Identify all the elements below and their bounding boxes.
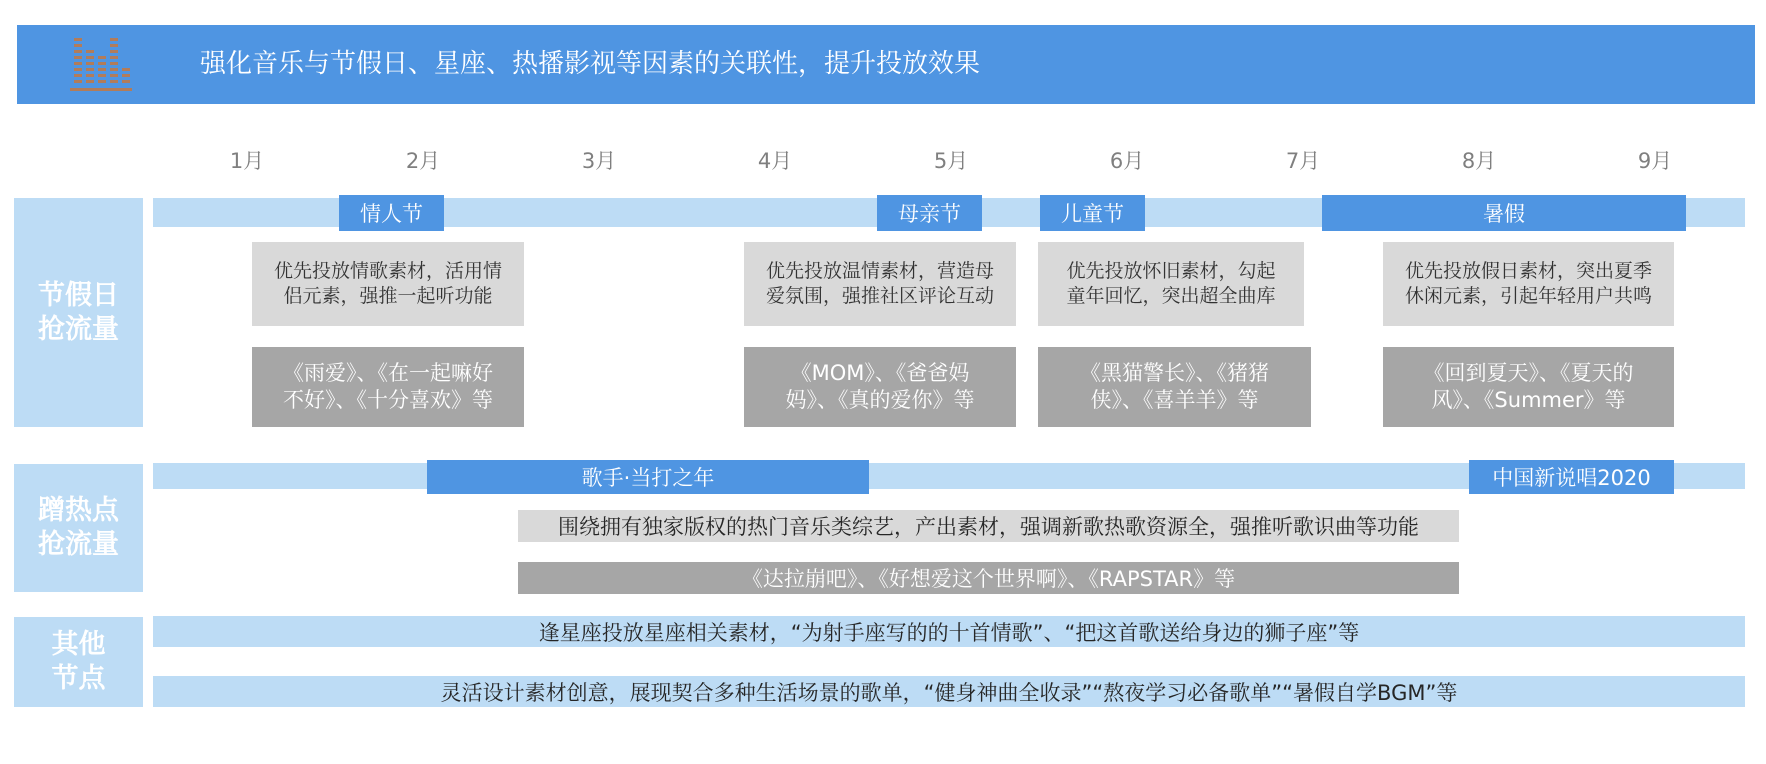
hotspot-note: 围绕拥有独家版权的热门音乐类综艺，产出素材，强调新歌热歌资源全，强推听歌识曲等功能	[518, 510, 1459, 542]
songs-line: 不好》、《十分喜欢》等	[283, 388, 493, 412]
holiday-tag-childrens-day: 儿童节	[1040, 195, 1145, 231]
section-label-line: 其他	[51, 629, 106, 660]
note-line: 优先投放假日素材，突出夏季	[1404, 260, 1652, 282]
note-line: 优先投放温情素材，营造母	[765, 260, 994, 282]
hotspot-tag-singer-show: 歌手·当打之年	[427, 460, 869, 494]
songs-line: 侠》、《喜羊羊》等	[1090, 388, 1259, 412]
note-line: 优先投放情歌素材，活用情	[273, 260, 502, 282]
holiday-tag-summer-vacation: 暑假	[1322, 195, 1686, 231]
holiday-tag-valentines: 情人节	[339, 195, 444, 231]
note-line: 童年回忆，突出超全曲库	[1066, 285, 1276, 307]
hotspot-tag-rap-show: 中国新说唱2020	[1469, 460, 1674, 494]
section-label-line: 节点	[51, 663, 106, 694]
section-label-other	[14, 617, 143, 707]
section-label-hotspot	[14, 464, 143, 592]
holiday-tag-mothers-day: 母亲节	[877, 195, 982, 231]
holiday-songs-mothers-day	[744, 347, 1016, 427]
holiday-note-childrens-day	[1038, 242, 1304, 326]
note-line: 爱氛围，强推社区评论互动	[765, 285, 994, 307]
hotspot-songs: 《达拉崩吧》、《好想爱这个世界啊》、《RAPSTAR》等	[518, 562, 1459, 594]
songs-line: 《雨爱》、《在一起嘛好	[283, 361, 493, 385]
other-row-zodiac: 逢星座投放星座相关素材，“为射手座写的的十首情歌”、“把这首歌送给身边的狮子座”等	[153, 616, 1745, 647]
month-label: 7月	[1285, 149, 1321, 173]
section-label-holiday	[14, 198, 143, 427]
note-line: 优先投放怀旧素材，勾起	[1066, 260, 1276, 282]
equalizer-bars-icon	[70, 36, 134, 94]
songs-line: 《MOM》、《爸爸妈	[790, 361, 970, 385]
month-label: 1月	[229, 149, 265, 173]
section-label-line: 抢流量	[38, 529, 119, 560]
holiday-songs-valentines	[252, 347, 524, 427]
holiday-note-mothers-day	[744, 242, 1016, 326]
note-line: 休闲元素，引起年轻用户共鸣	[1404, 285, 1652, 307]
songs-line: 《回到夏天》、《夏天的	[1423, 361, 1634, 385]
songs-line: 《黑猫警长》、《猪猪	[1080, 361, 1269, 385]
note-line: 侣元素，强推一起听功能	[283, 285, 493, 307]
holiday-note-valentines	[252, 242, 524, 326]
section-label-line: 节假日	[38, 279, 119, 311]
month-label: 8月	[1461, 149, 1497, 173]
other-row-scenarios: 灵活设计素材创意，展现契合多种生活场景的歌单，“健身神曲全收录”“熬夜学习必备歌单”“暑假自学BGM”等	[153, 676, 1745, 707]
page-title: 强化音乐与节假日、星座、热播影视等因素的关联性，提升投放效果	[200, 49, 981, 79]
songs-line: 风》、《Summer》等	[1431, 388, 1626, 412]
month-label: 6月	[1109, 149, 1145, 173]
month-label: 2月	[405, 149, 441, 173]
month-label: 4月	[757, 149, 793, 173]
month-label: 3月	[581, 149, 617, 173]
section-label-line: 抢流量	[38, 313, 119, 345]
songs-line: 妈》、《真的爱你》等	[785, 388, 975, 412]
holiday-songs-childrens-day	[1038, 347, 1311, 427]
section-label-line: 蹭热点	[38, 495, 119, 526]
month-label: 9月	[1637, 149, 1673, 173]
holiday-note-summer-vacation	[1383, 242, 1674, 326]
holiday-songs-summer-vacation	[1383, 347, 1674, 427]
month-label: 5月	[933, 149, 969, 173]
